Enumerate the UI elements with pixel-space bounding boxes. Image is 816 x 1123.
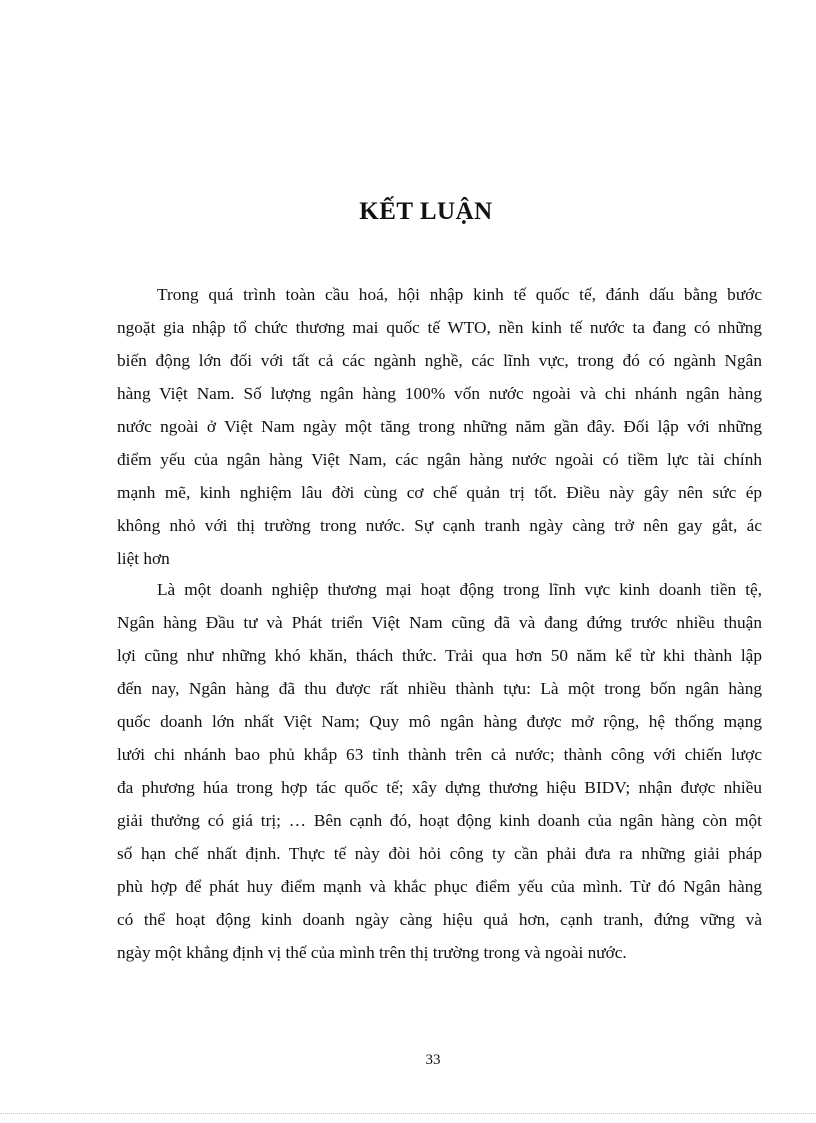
- paragraph-line: đến nay, Ngân hàng đã thu được rất nhiều thành tựu: Là một trong bốn ngân hàng: [117, 679, 762, 698]
- paragraph-line: phù hợp để phát huy điểm mạnh và khắc phục điểm yếu của mình. Từ đó Ngân hàng: [117, 877, 762, 896]
- paragraph-1: [117, 278, 762, 575]
- paragraph-line: quốc doanh lớn nhất Việt Nam; Quy mô ngân hàng được mở rộng, hệ thống mạng: [117, 712, 762, 731]
- paragraph-line: mạnh mẽ, kinh nghiệm lâu đời cùng cơ chế quản trị tốt. Điều này gây nên sức ép: [117, 483, 762, 502]
- paragraph-line: biến động lớn đối với tất cả các ngành nghề, các lĩnh vực, trong đó có ngành Ngân: [117, 351, 762, 370]
- page-number: 33: [425, 1052, 441, 1068]
- paragraph-2: [117, 573, 762, 969]
- paragraph-line: có thể hoạt động kinh doanh ngày càng hiệu quả hơn, cạnh tranh, đứng vững và: [117, 910, 762, 929]
- paragraph-line: nước ngoài ở Việt Nam ngày một tăng trong những năm gần đây. Đối lập với những: [117, 417, 762, 436]
- paragraph-line: lưới chi nhánh bao phủ khắp 63 tỉnh thành trên cả nước; thành công với chiến lược: [117, 745, 762, 764]
- paragraph-line: hàng Việt Nam. Số lượng ngân hàng 100% vốn nước ngoài và chi nhánh ngân hàng: [117, 384, 762, 403]
- paragraph-line: lợi cũng như những khó khăn, thách thức. Trải qua hơn 50 năm kể từ khi thành lập: [117, 646, 762, 665]
- paragraph-line: đa phương húa trong hợp tác quốc tế; xây dựng thương hiệu BIDV; nhận được nhiều: [117, 778, 762, 797]
- paragraph-line: điểm yếu của ngân hàng Việt Nam, các ngân hàng nước ngoài có tiềm lực tài chính: [117, 450, 762, 469]
- paragraph-line: giải thưởng có giá trị; … Bên cạnh đó, hoạt động kinh doanh của ngân hàng còn một: [117, 811, 762, 830]
- paragraph-line: Là một doanh nghiệp thương mại hoạt động trong lĩnh vực kinh doanh tiền tệ,: [157, 580, 762, 599]
- page-title: KẾT LUẬN: [359, 198, 493, 225]
- paragraph-line: Ngân hàng Đầu tư và Phát triển Việt Nam cũng đã và đang đứng trước nhiều thuận: [117, 613, 762, 632]
- paragraph-line: ngày một khẳng định vị thế của mình trên thị trường trong và ngoài nước.: [117, 943, 627, 962]
- paragraph-line: ngoặt gia nhập tổ chức thương mai quốc tế WTO, nền kinh tế nước ta đang có những: [117, 318, 762, 337]
- paragraph-line: không nhỏ với thị trường trong nước. Sự cạnh tranh ngày càng trở nên gay gắt, ác: [117, 516, 762, 535]
- page-bottom-divider: [0, 1113, 816, 1114]
- paragraph-line: số hạn chế nhất định. Thực tế này đòi hỏi công ty cần phải đưa ra những giải pháp: [117, 844, 762, 863]
- paragraph-line: Trong quá trình toàn cầu hoá, hội nhập kinh tế quốc tế, đánh dấu bằng bước: [157, 285, 762, 304]
- paragraph-line: liệt hơn: [117, 549, 170, 568]
